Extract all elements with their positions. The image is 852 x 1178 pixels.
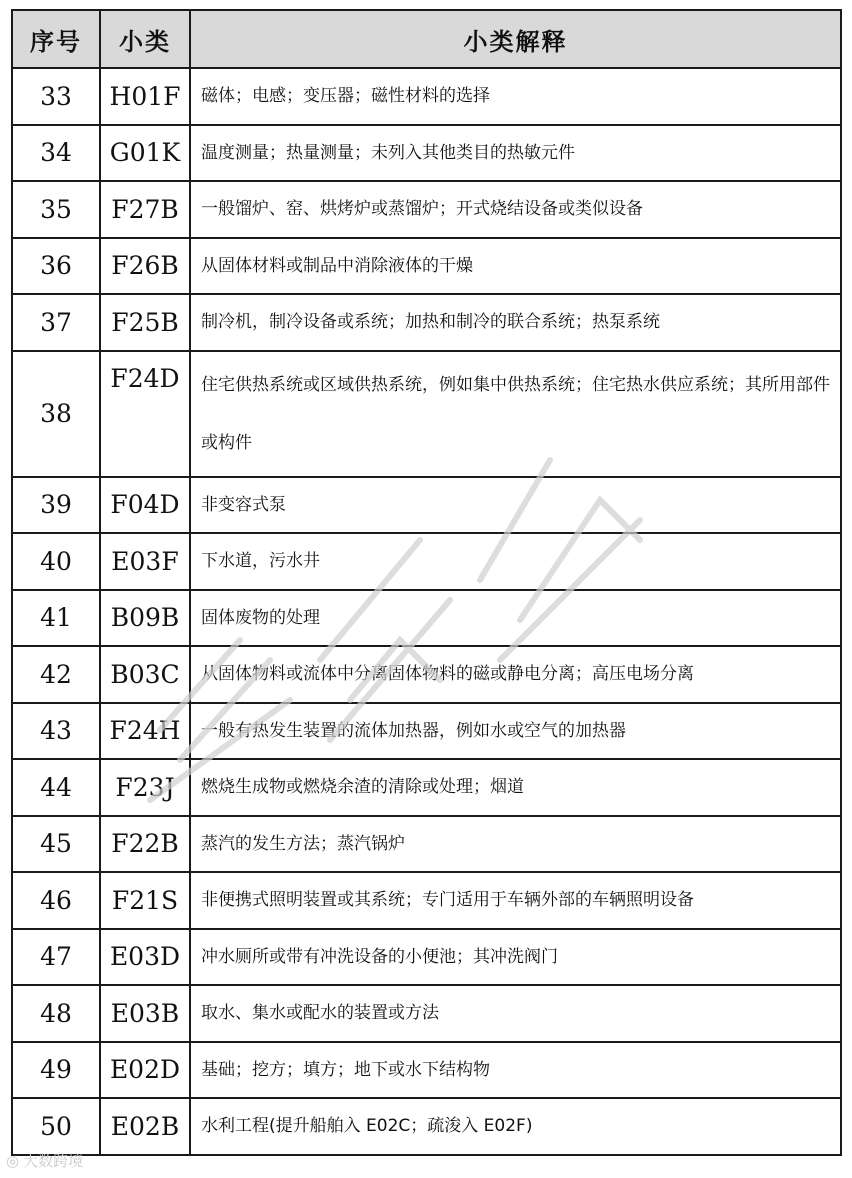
table-row (12, 533, 841, 590)
row-description: 基础；挖方；填方；地下或水下结构物 (190, 1042, 841, 1099)
row-index: 34 (12, 125, 100, 182)
row-description: 下水道，污水井 (190, 533, 841, 590)
table-row (12, 759, 841, 816)
row-index: 39 (12, 477, 100, 534)
row-index: 35 (12, 181, 100, 238)
row-index: 44 (12, 759, 100, 816)
row-description: 水利工程(提升船舶入 E02C；疏浚入 E02F) (190, 1098, 841, 1155)
row-description: 燃烧生成物或燃烧余渣的清除或处理；烟道 (190, 759, 841, 816)
table-header-row (12, 10, 841, 68)
row-index: 41 (12, 590, 100, 647)
row-code: F26B (100, 238, 190, 295)
row-description: 制冷机，制冷设备或系统；加热和制冷的联合系统；热泵系统 (190, 294, 841, 351)
row-index: 45 (12, 816, 100, 873)
table-row (12, 238, 841, 295)
row-index: 50 (12, 1098, 100, 1155)
table-row (12, 872, 841, 929)
row-code: F24H (100, 703, 190, 760)
table-row (12, 590, 841, 647)
row-code: E02D (100, 1042, 190, 1099)
table-row (12, 985, 841, 1042)
row-index: 49 (12, 1042, 100, 1099)
row-code: E03D (100, 929, 190, 986)
row-description: 冲水厕所或带有冲洗设备的小便池；其冲洗阀门 (190, 929, 841, 986)
row-description: 一般馏炉、窑、烘烤炉或蒸馏炉；开式烧结设备或类似设备 (190, 181, 841, 238)
row-description: 从固体物料或流体中分离固体物料的磁或静电分离；高压电场分离 (190, 646, 841, 703)
source-logo (6, 1150, 83, 1171)
row-index: 42 (12, 646, 100, 703)
row-index: 48 (12, 985, 100, 1042)
row-code: F27B (100, 181, 190, 238)
row-code: E03F (100, 533, 190, 590)
row-code: G01K (100, 125, 190, 182)
row-index: 47 (12, 929, 100, 986)
row-code: E02B (100, 1098, 190, 1155)
row-description: 温度测量；热量测量；未列入其他类目的热敏元件 (190, 125, 841, 182)
row-index: 40 (12, 533, 100, 590)
row-index: 43 (12, 703, 100, 760)
row-code: F21S (100, 872, 190, 929)
ipc-table (11, 9, 842, 1156)
row-description: 一般有热发生装置的流体加热器，例如水或空气的加热器 (190, 703, 841, 760)
row-description: 固体废物的处理 (190, 590, 841, 647)
row-code: B09B (100, 590, 190, 647)
row-code: H01F (100, 68, 190, 125)
row-description: 住宅供热系统或区域供热系统，例如集中供热系统；住宅热水供应系统；其所用部件或构件 (190, 351, 841, 477)
ipc-table-container (11, 9, 840, 1156)
table-row (12, 816, 841, 873)
table-row (12, 351, 841, 477)
table-row (12, 477, 841, 534)
row-code: F23J (100, 759, 190, 816)
row-code: F22B (100, 816, 190, 873)
row-description: 蒸汽的发生方法；蒸汽锅炉 (190, 816, 841, 873)
table-row (12, 294, 841, 351)
row-description: 从固体材料或制品中消除液体的干燥 (190, 238, 841, 295)
row-index: 37 (12, 294, 100, 351)
table-row (12, 125, 841, 182)
header-index: 序号 (12, 10, 100, 68)
row-code: B03C (100, 646, 190, 703)
table-row (12, 703, 841, 760)
table-row (12, 68, 841, 125)
header-subclass: 小类 (100, 10, 190, 68)
row-description: 非便携式照明装置或其系统；专门适用于车辆外部的车辆照明设备 (190, 872, 841, 929)
row-description: 磁体；电感；变压器；磁性材料的选择 (190, 68, 841, 125)
row-description: 取水、集水或配水的装置或方法 (190, 985, 841, 1042)
row-index: 36 (12, 238, 100, 295)
row-code: E03B (100, 985, 190, 1042)
row-code: F04D (100, 477, 190, 534)
row-index: 46 (12, 872, 100, 929)
logo-text: 大数跨境 (23, 1152, 84, 1170)
header-description: 小类解释 (190, 10, 841, 68)
row-code: F25B (100, 294, 190, 351)
table-row (12, 181, 841, 238)
table-row (12, 929, 841, 986)
row-code: F24D (100, 351, 190, 477)
table-row (12, 1098, 841, 1155)
table-row (12, 1042, 841, 1099)
chat-bubble-icon: ◎ (6, 1151, 20, 1170)
row-index: 38 (12, 351, 100, 477)
table-row (12, 646, 841, 703)
row-description: 非变容式泵 (190, 477, 841, 534)
row-index: 33 (12, 68, 100, 125)
